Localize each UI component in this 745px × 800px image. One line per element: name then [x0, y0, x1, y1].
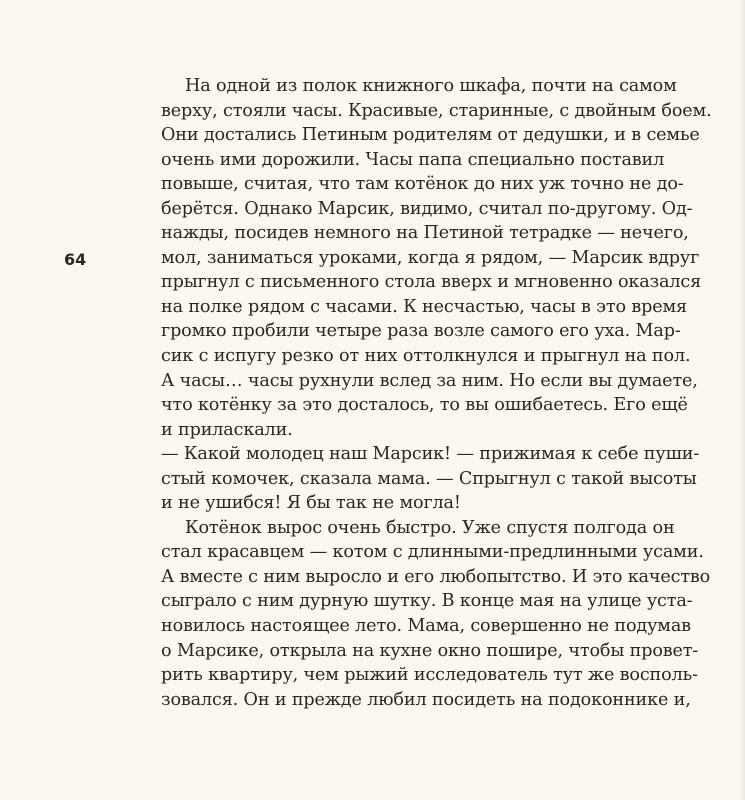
text-line: нажды, посидев немного на Петиной тетрадке — нечего,	[161, 223, 689, 244]
text-line: новилось настоящее лето. Мама, совершенно не подумав	[161, 616, 691, 637]
text-line: — Какой молодец наш Марсик! — прижимая к себе пуши-	[161, 444, 700, 465]
text-line: стал красавцем — котом с длинными-предлинными усами.	[161, 542, 704, 563]
text-line: стый комочек, сказала мама. — Спрыгнул с такой высоты	[161, 468, 697, 489]
text-line: А часы… часы рухнули вслед за ним. Но если вы думаете,	[161, 370, 698, 391]
body-text	[161, 74, 712, 712]
text-line: очень ими дорожили. Часы папа специально поставил	[161, 149, 665, 170]
text-line: На одной из полок книжного шкафа, почти на самом	[185, 76, 677, 96]
text-line: верху, стояли часы. Красивые, старинные, с двойным боем.	[161, 100, 712, 121]
text-line: Они достались Петиным родителям от дедушки, и в семье	[161, 125, 700, 146]
text-line: прыгнул с письменного стола вверх и мгновенно оказался	[161, 272, 702, 293]
text-line: что котёнку за это досталось, то вы ошибаетесь. Его ещё	[161, 395, 688, 416]
page-edge-shadow	[739, 0, 745, 800]
text-line: на полке рядом с часами. К несчастью, часы в это время	[161, 296, 687, 317]
text-line: сыграло с ним дурную шутку. В конце мая на улице уста-	[161, 591, 693, 612]
text-line: Котёнок вырос очень быстро. Уже спустя полгода он	[185, 517, 675, 538]
page-number: 64	[64, 250, 87, 269]
text-line: мол, заниматься уроками, когда я рядом, — Марсик вдруг	[161, 247, 700, 268]
text-line: громко пробили четыре раза возле самого его уха. Мар-	[161, 321, 681, 342]
text-line: зовался. Он и прежде любил посидеть на подоконнике и,	[161, 689, 691, 710]
text-line: А вместе с ним выросло и его любопытство. И это качество	[161, 566, 711, 587]
text-line: сик с испугу резко от них оттолкнулся и прыгнул на пол.	[161, 346, 691, 367]
text-line: рить квартиру, чем рыжий исследователь тут же восполь-	[161, 665, 698, 686]
text-line: о Марсике, открыла на кухне окно пошире, чтобы провет-	[161, 640, 699, 661]
text-line: и приласкали.	[161, 419, 293, 440]
text-line: и не ушибся! Я бы так не могла!	[161, 493, 461, 514]
text-line: берётся. Однако Марсик, видимо, считал по-другому. Од-	[161, 198, 693, 219]
text-line: повыше, считая, что там котёнок до них уж точно не до-	[161, 174, 684, 195]
